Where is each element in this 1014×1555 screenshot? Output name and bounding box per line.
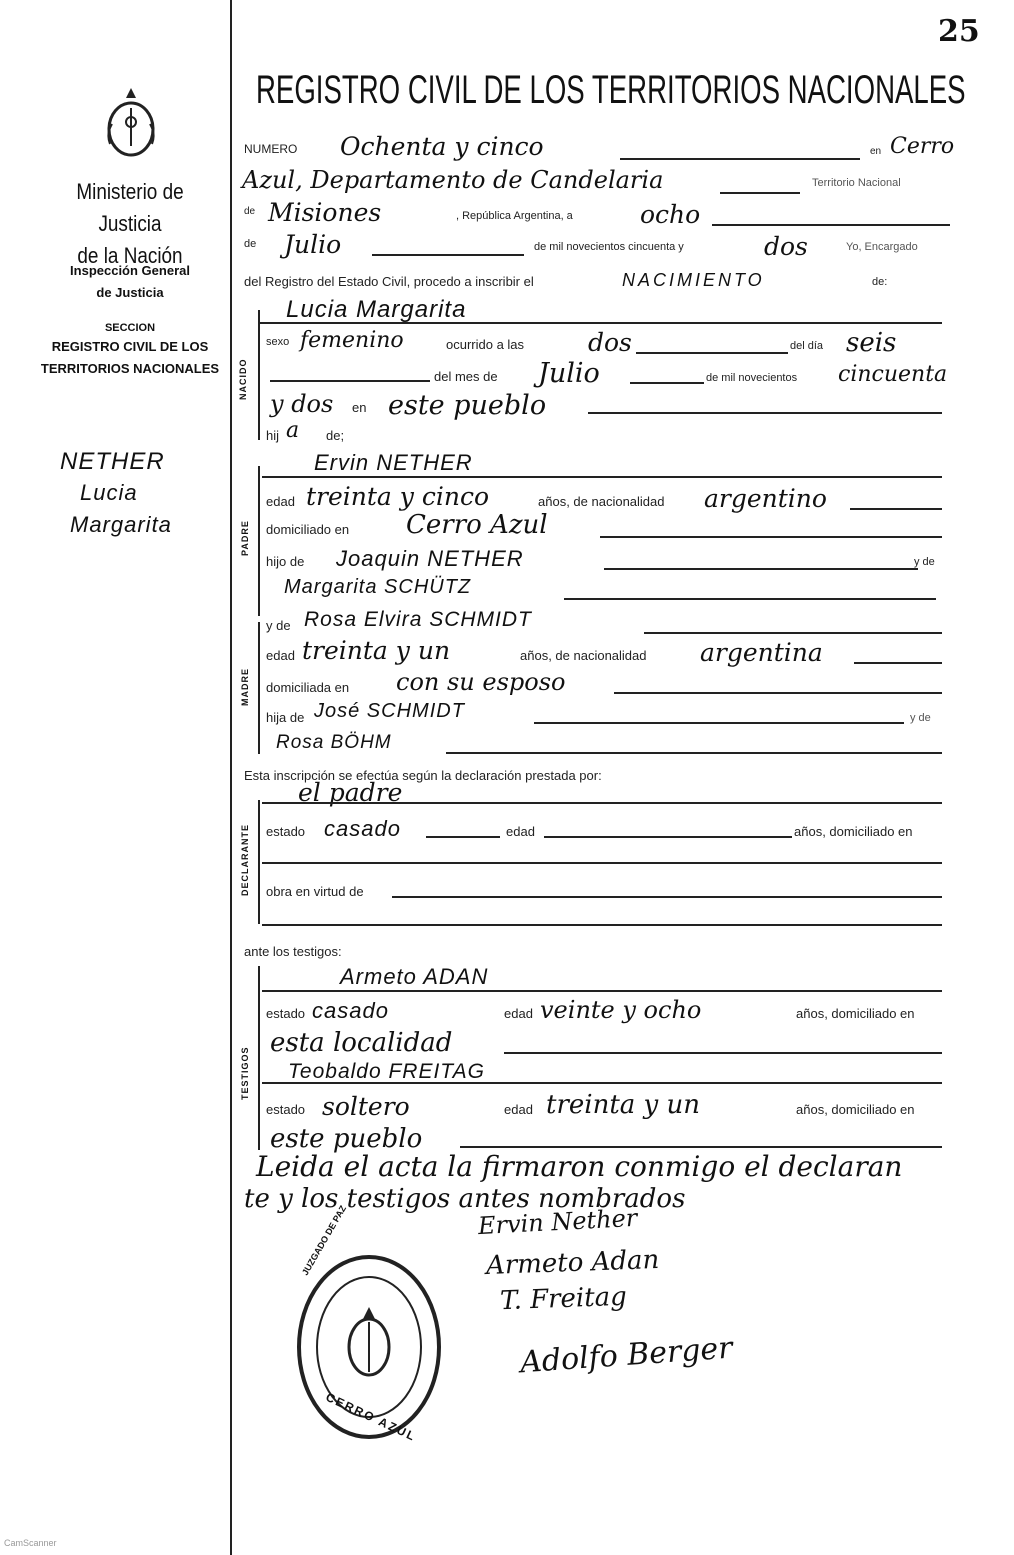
value-declarante-estado: casado — [324, 816, 401, 841]
label-estado-t1: estado — [266, 1006, 306, 1021]
scanner-mark: CamScanner — [4, 1538, 57, 1548]
value-anio-b: y dos — [270, 390, 334, 418]
value-padre-padre: Joaquin NETHER — [336, 546, 524, 571]
value-madre-nacionalidad: argentina — [700, 638, 823, 667]
label-sexo: sexo — [266, 336, 290, 348]
inspection-line-1: Inspección General — [70, 263, 190, 278]
value-dia-nacimiento: seis — [846, 328, 897, 358]
margin-name-1: Lucia — [80, 480, 138, 505]
inspection-label — [30, 260, 230, 304]
value-acto: NACIMIENTO — [622, 270, 765, 290]
label-nacionalidad-padre: años, de nacionalidad — [538, 494, 665, 509]
label-edad-declarante: edad — [506, 824, 535, 839]
label-anos-domiciliado-1: años, domiciliado en — [794, 824, 913, 839]
label-y-de-madre: y de — [266, 618, 291, 633]
value-testigo2-estado: soltero — [322, 1092, 410, 1121]
value-padre-nacionalidad: argentino — [704, 484, 827, 513]
value-declarante: el padre — [298, 778, 403, 807]
label-ante-testigos: ante los testigos: — [244, 944, 342, 959]
label-edad-padre: edad — [266, 494, 295, 509]
label-de-2: de — [244, 238, 257, 250]
label-mil-cincuenta: de mil novecientos cincuenta y — [534, 241, 684, 253]
label-en: en — [870, 146, 882, 157]
value-hij-suffix: a — [286, 418, 300, 443]
margin-border — [230, 0, 232, 1555]
label-edad-t1: edad — [504, 1006, 533, 1021]
label-de-colon: de: — [872, 276, 888, 288]
value-anio-a: cincuenta — [838, 362, 948, 387]
label-testigos: TESTIGOS — [240, 1046, 250, 1100]
value-madre-edad: treinta y un — [302, 636, 451, 665]
closing-line-1: Leida el acta la firmaron conmigo el declaran — [256, 1150, 903, 1183]
value-madre-madre: Rosa BÖHM — [276, 732, 392, 753]
label-numero: NUMERO — [244, 142, 298, 156]
label-del-mes: del mes de — [434, 369, 498, 384]
label-yo-encargado: Yo, Encargado — [846, 241, 918, 253]
value-padre-madre: Margarita SCHÜTZ — [284, 576, 472, 598]
value-hora: dos — [588, 328, 632, 357]
label-nacionalidad-madre: años, de nacionalidad — [520, 648, 647, 663]
label-esta-inscripcion: Esta inscripción se efectúa según la declaración prestada por: — [244, 768, 602, 783]
value-madre-padre: José SCHMIDT — [314, 700, 465, 722]
label-edad-madre: edad — [266, 648, 295, 663]
label-domiciliado-padre: domiciliado en — [266, 522, 350, 537]
value-testigo1-edad: veinte y ocho — [540, 996, 702, 1024]
inspection-line-2: de Justicia — [96, 285, 164, 300]
section-line-1: REGISTRO CIVIL DE LOS — [51, 339, 209, 354]
value-testigo2-nombre: Teobaldo FREITAG — [288, 1060, 485, 1083]
value-testigo1-estado: casado — [312, 998, 389, 1023]
value-lugar-b: Azul, Departamento de Candelaria — [242, 166, 664, 194]
value-lugar-nacimiento: este pueblo — [388, 390, 547, 421]
page-title: REGISTRO CIVIL DE LOS TERRITORIOS NACIONALES — [256, 68, 966, 112]
closing-line-2: te y los testigos antes nombrados — [244, 1184, 686, 1214]
value-testigo2-domicilio: este pueblo — [270, 1124, 423, 1154]
label-edad-t2: edad — [504, 1102, 533, 1117]
value-testigo1-domicilio: esta localidad — [270, 1028, 453, 1058]
value-testigo2-edad: treinta y un — [546, 1090, 700, 1120]
value-territorio: Misiones — [268, 198, 382, 227]
ministry-title — [44, 176, 216, 272]
label-territorio: Territorio Nacional — [812, 177, 901, 189]
label-madre: MADRE — [240, 668, 250, 706]
label-domiciliada: domiciliada en — [266, 680, 350, 695]
label-estado-t2: estado — [266, 1102, 306, 1117]
label-obra-en-virtud: obra en virtud de — [266, 884, 364, 899]
section-label: SECCION — [104, 322, 156, 334]
value-anio-inscripcion: dos — [764, 232, 808, 261]
page-number: 25 — [938, 14, 980, 49]
label-padre: PADRE — [240, 520, 250, 556]
value-padre-nombre: Ervin NETHER — [314, 450, 473, 475]
seal-text-bottom: CERRO AZUL — [323, 1389, 419, 1445]
label-republica: , República Argentina, a — [456, 210, 573, 222]
value-madre-nombre: Rosa Elvira SCHMIDT — [304, 608, 532, 631]
value-testigo1-nombre: Armeto ADAN — [340, 964, 489, 989]
ministry-line-2: de la Nación — [77, 243, 183, 268]
value-madre-domicilio: con su esposo — [396, 668, 566, 696]
ministry-line-1: Ministerio de Justicia — [76, 179, 184, 236]
value-sexo: femenino — [300, 328, 404, 353]
margin-surname: NETHER — [60, 448, 165, 475]
value-nombre: Lucia Margarita — [286, 296, 467, 323]
label-de-semi: de; — [326, 428, 345, 443]
value-mes-nacimiento: Julio — [538, 358, 600, 389]
value-numero: Ochenta y cinco — [340, 132, 544, 161]
label-estado-declarante: estado — [266, 824, 306, 839]
value-dia-inscripcion: ocho — [640, 200, 701, 229]
signature-4: Adolfo Berger — [519, 1330, 734, 1381]
label-hijo-de: hijo de — [266, 554, 305, 569]
label-nacido: NACIDO — [238, 358, 248, 400]
label-mil-novecientos: de mil novecientos — [706, 372, 798, 384]
signature-3: T. Freitag — [499, 1281, 628, 1317]
label-del-registro: del Registro del Estado Civil, procedo a inscribir el — [244, 274, 534, 289]
value-padre-edad: treinta y cinco — [306, 482, 490, 511]
margin-name-2: Margarita — [70, 512, 172, 537]
label-declarante: DECLARANTE — [240, 824, 250, 896]
section-block — [30, 320, 230, 380]
label-de-1: de — [244, 206, 256, 217]
label-del-dia: del día — [790, 340, 824, 352]
value-mes-inscripcion: Julio — [284, 230, 342, 259]
label-en-nacido: en — [352, 400, 367, 415]
label-anos-domiciliado-3: años, domiciliado en — [796, 1102, 915, 1117]
label-anos-domiciliado-2: años, domiciliado en — [796, 1006, 915, 1021]
label-hija-de: hija de — [266, 710, 305, 725]
seal-text-top: JUZGADO DE PAZ — [300, 1203, 349, 1277]
label-y-de-madre-2: y de — [910, 712, 931, 724]
signature-2: Armeto Adan — [485, 1244, 660, 1282]
label-ocurrido: ocurrido a las — [446, 337, 525, 352]
label-y-de-padre: y de — [914, 556, 935, 568]
coat-of-arms-icon — [104, 84, 158, 160]
signature-1: Ervin Nether — [477, 1203, 638, 1241]
value-padre-domicilio: Cerro Azul — [406, 510, 548, 540]
section-line-2: TERRITORIOS NACIONALES — [40, 361, 220, 376]
label-hij: hij — [266, 428, 280, 443]
value-lugar-a: Cerro — [890, 134, 955, 159]
